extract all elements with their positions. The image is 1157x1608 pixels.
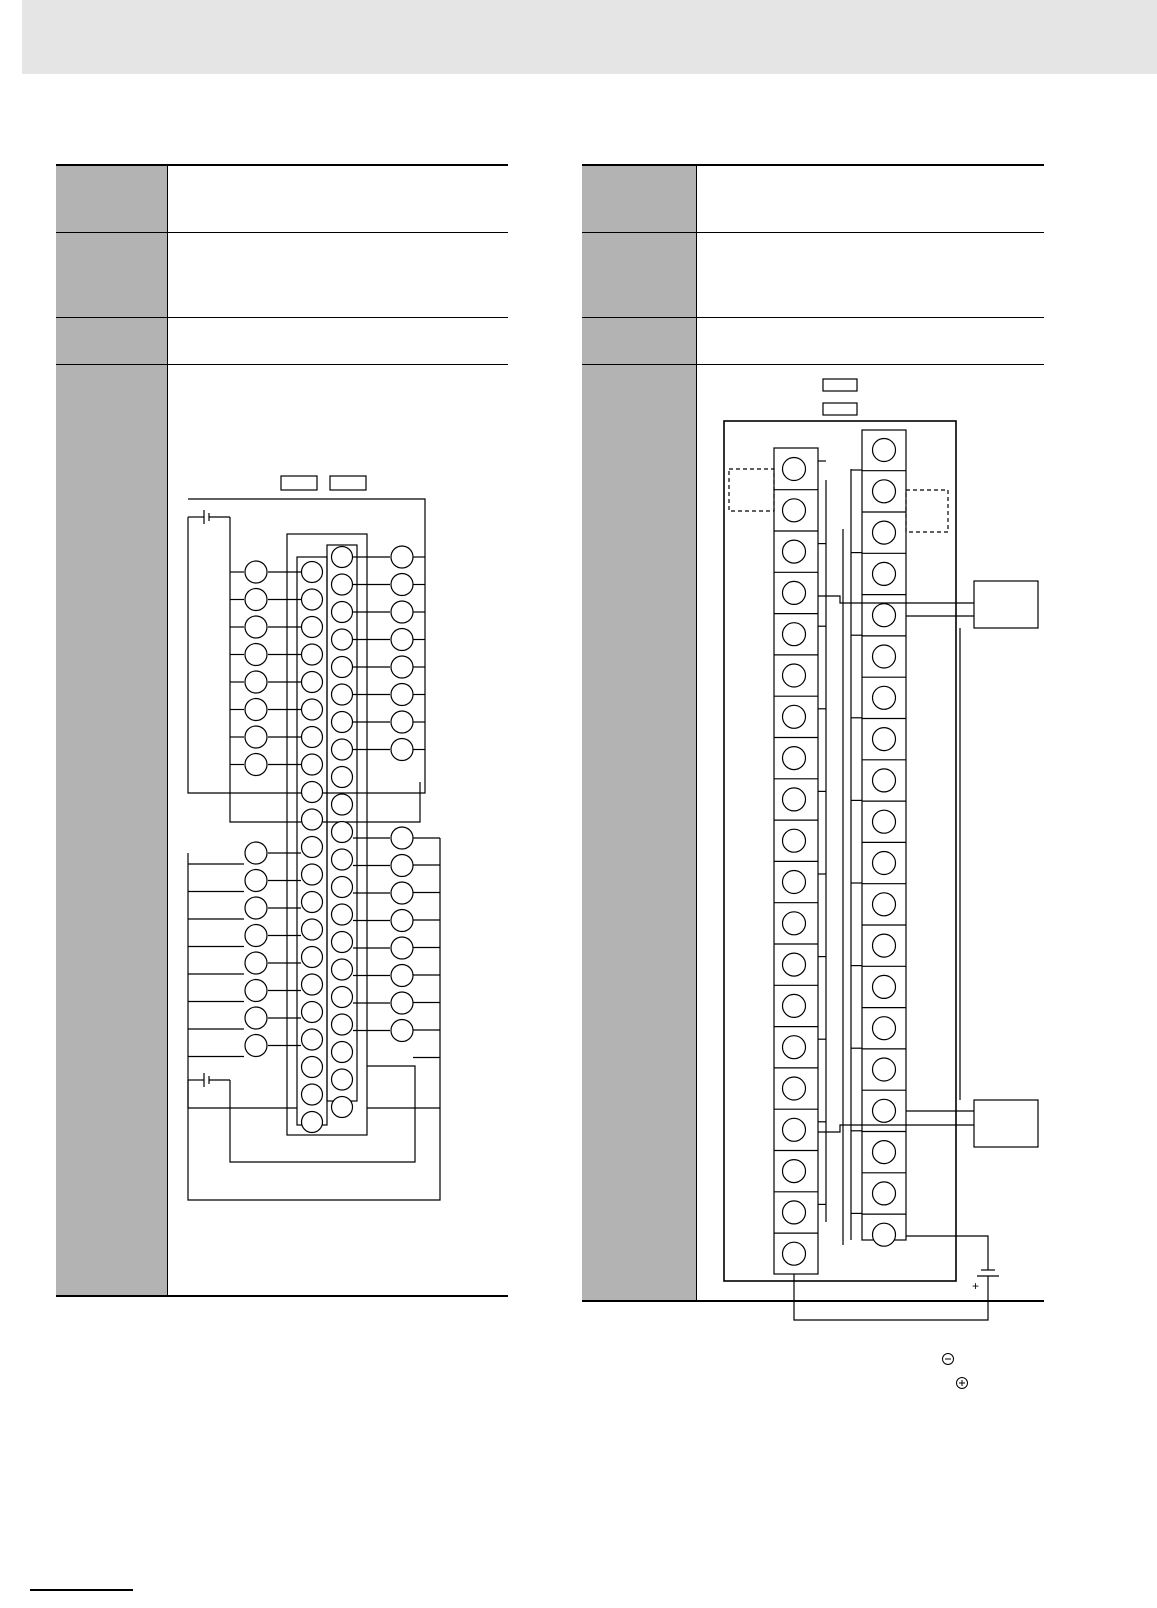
right-left-terminal-11 [783,871,806,894]
right-right-terminal-18 [873,1141,896,1164]
right-right-terminal-17 [873,1099,896,1122]
right-left-terminal-14 [783,994,806,1017]
right-right-terminal-19 [873,1182,896,1205]
right-right-terminal-3 [873,521,896,544]
right-right-terminal-2 [873,480,896,503]
right-left-terminal-20 [783,1242,806,1265]
right-device-top [974,581,1038,628]
right-right-terminal-10 [873,810,896,833]
right-right-terminal-14 [873,975,896,998]
right-left-terminal-5 [783,623,806,646]
right-battery-top-wire [906,1236,988,1270]
right-left-terminal-9 [783,788,806,811]
right-left-terminal-15 [783,1036,806,1059]
right-left-terminal-7 [783,705,806,728]
right-left-terminal-10 [783,829,806,852]
right-jumper-left-dashed [729,469,774,511]
right-device-top-wire-1 [818,596,974,603]
right-word-label-box-1 [823,379,857,391]
right-right-terminal-20 [873,1223,896,1246]
right-left-terminal-2 [783,499,806,522]
right-left-terminal-17 [783,1118,806,1141]
right-word-label-box-2 [823,403,857,415]
right-right-terminal-6 [873,645,896,668]
right-terminal-block-frame [724,421,956,1281]
right-right-terminal-15 [873,1017,896,1040]
right-right-terminal-1 [873,439,896,462]
right-right-terminal-4 [873,562,896,585]
right-right-terminal-5 [873,604,896,627]
right-left-terminal-3 [783,540,806,563]
right-left-terminal-12 [783,912,806,935]
right-right-terminal-9 [873,769,896,792]
right-left-terminal-1 [783,458,806,481]
right-right-terminal-12 [873,893,896,916]
right-left-terminal-13 [783,953,806,976]
right-left-terminal-18 [783,1160,806,1183]
right-right-terminal-13 [873,934,896,957]
right-left-terminal-19 [783,1201,806,1224]
plus-circle-icon [955,1376,969,1390]
right-right-terminal-8 [873,728,896,751]
right-jumper-right-dashed [906,490,948,532]
right-right-terminal-7 [873,686,896,709]
right-left-terminal-16 [783,1077,806,1100]
minus-circle-icon [941,1352,955,1366]
right-left-terminal-4 [783,581,806,604]
right-battery-plus-label: + [972,1279,980,1293]
right-right-terminal-16 [873,1058,896,1081]
right-device-bottom [974,1100,1038,1147]
footer-rule [30,1589,133,1591]
right-left-terminal-8 [783,747,806,770]
right-left-terminal-6 [783,664,806,687]
right-right-terminal-11 [873,852,896,875]
